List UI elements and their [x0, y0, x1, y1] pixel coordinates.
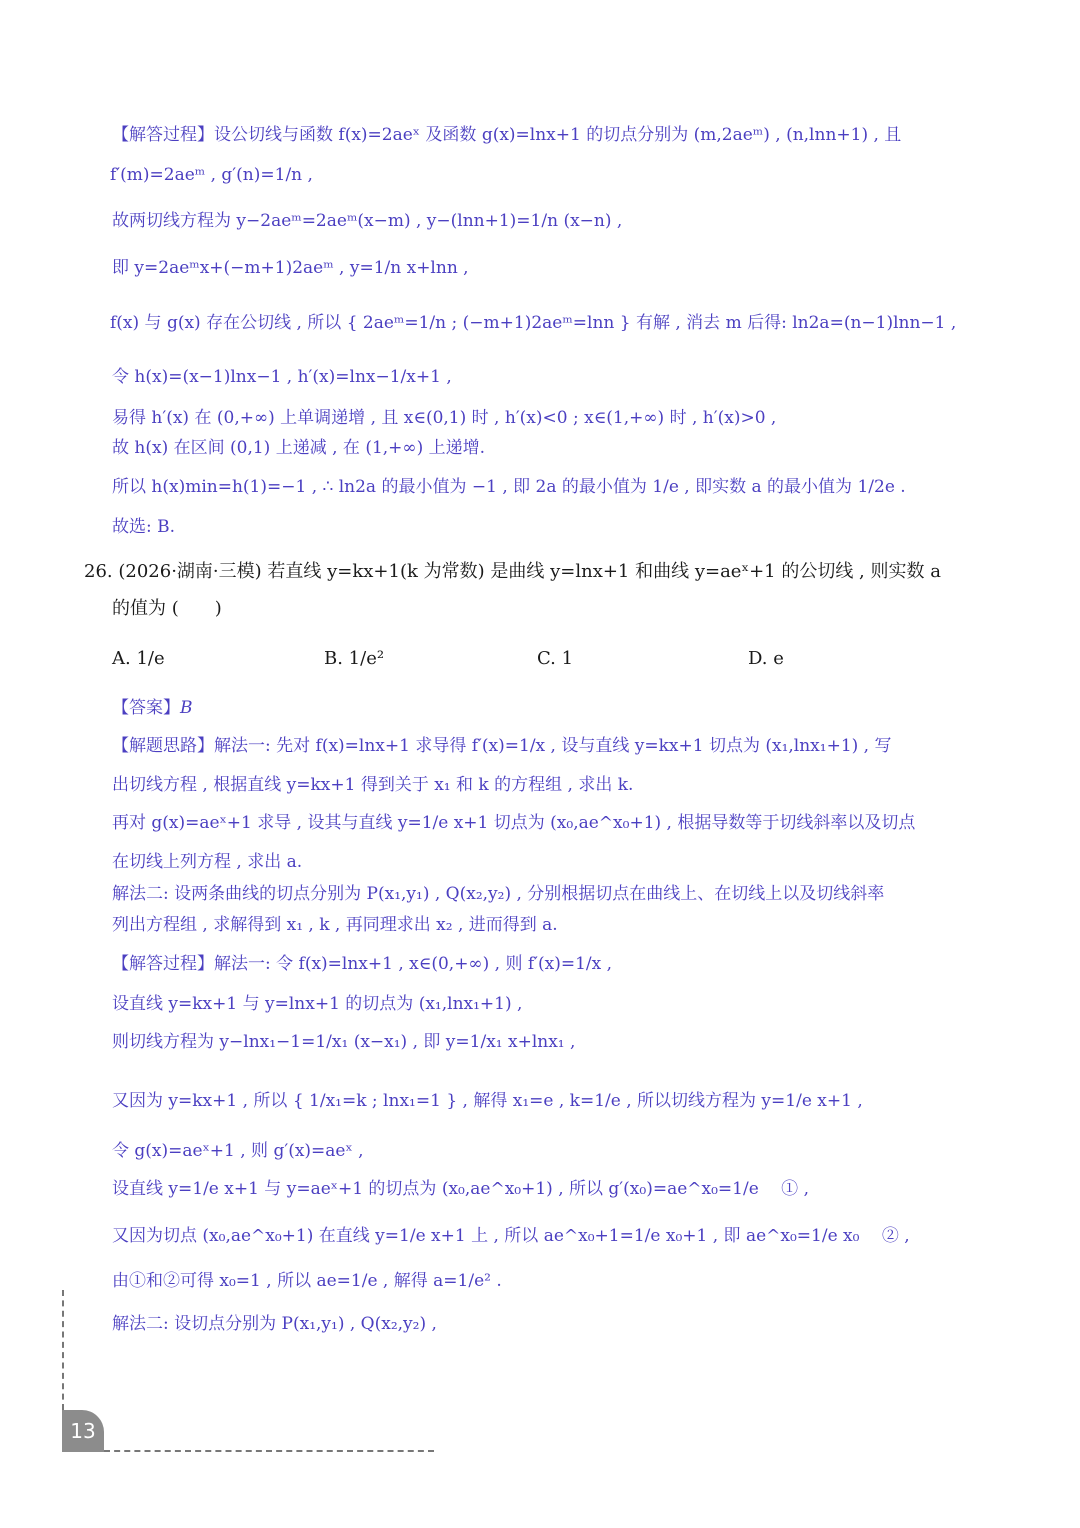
- process-label: 【解答过程】: [112, 954, 214, 974]
- answer-line: [112, 697, 193, 719]
- prev-solution-line-3: 故两切线方程为 y−2aeᵐ=2aeᵐ(x−m) , y−(lnn+1)=1/n (x−n) ,: [112, 211, 623, 231]
- process-line-8: 由①和②可得 x₀=1 , 所以 ae=1/e , 解得 a=1/e² .: [112, 1271, 502, 1291]
- prev-solution-line-4: 即 y=2aeᵐx+(−m+1)2aeᵐ , y=1/n x+lnn ,: [112, 258, 469, 278]
- process-line-4: 又因为 y=kx+1 , 所以 { 1/x₁=k ; lnx₁=1 } , 解得 x₁=e , k=1/e , 所以切线方程为 y=1/e x+1 ,: [112, 1091, 863, 1111]
- process-line-3: 则切线方程为 y−lnx₁−1=1/x₁ (x−x₁) , 即 y=1/x₁ x+lnx₁ ,: [112, 1032, 576, 1052]
- answer-label: 【答案】: [112, 698, 180, 718]
- option-d: D. e: [748, 648, 784, 669]
- page-corner-horizontal-rule: [104, 1450, 434, 1452]
- question-stem-line-2: 的值为 ( ): [112, 598, 222, 619]
- prev-solution-line-8: 故 h(x) 在区间 (0,1) 上递减 , 在 (1,+∞) 上递增.: [112, 438, 486, 458]
- option-a: A. 1/e: [112, 648, 165, 669]
- prev-solution-line-7: 易得 h′(x) 在 (0,+∞) 上单调递增 , 且 x∈(0,1) 时 , h′(x)<0 ; x∈(1,+∞) 时 , h′(x)>0 ,: [112, 408, 777, 428]
- page-number: 13: [62, 1410, 104, 1452]
- page-corner-vertical-rule: [62, 1290, 64, 1410]
- prev-solution-line-2: f′(m)=2aeᵐ , g′(n)=1/n ,: [110, 165, 313, 185]
- thinking-label: 【解题思路】: [112, 736, 214, 756]
- thinking-line-6: 列出方程组 , 求解得到 x₁ , k , 再同理求出 x₂ , 进而得到 a.: [112, 915, 558, 935]
- prev-solution-line-10: 故选: B.: [112, 517, 176, 537]
- question-stem-line-1: 26. (2026·湖南·三模) 若直线 y=kx+1(k 为常数) 是曲线 y=lnx+1 和曲线 y=aeˣ+1 的公切线 , 则实数 a: [84, 561, 941, 582]
- process-line-5: 令 g(x)=aeˣ+1 , 则 g′(x)=aeˣ ,: [112, 1141, 364, 1161]
- thinking-line-1: 【解题思路】解法一: 先对 f(x)=lnx+1 求导得 f′(x)=1/x , 设与直线 y=kx+1 切点为 (x₁,lnx₁+1) , 写: [112, 736, 892, 756]
- question-source: (2026·湖南·三模): [118, 561, 262, 582]
- process-label: 【解答过程】: [112, 125, 214, 145]
- prev-solution-line-6: 令 h(x)=(x−1)lnx−1 , h′(x)=lnx−1/x+1 ,: [112, 367, 452, 387]
- process-line-1: 【解答过程】解法一: 令 f(x)=lnx+1 , x∈(0,+∞) , 则 f′(x)=1/x ,: [112, 954, 613, 974]
- thinking-line-4: 在切线上列方程 , 求出 a.: [112, 852, 303, 872]
- thinking-line-2: 出切线方程 , 根据直线 y=kx+1 得到关于 x₁ 和 k 的方程组 , 求出 k.: [112, 775, 634, 795]
- option-c: C. 1: [537, 648, 574, 669]
- option-b: B. 1/e²: [324, 648, 385, 669]
- thinking-line-3: 再对 g(x)=aeˣ+1 求导 , 设其与直线 y=1/e x+1 切点为 (x₀,ae^x₀+1) , 根据导数等于切线斜率以及切点: [112, 813, 916, 833]
- thinking-line-5: 解法二: 设两条曲线的切点分别为 P(x₁,y₁) , Q(x₂,y₂) , 分别根据切点在曲线上、在切线上以及切线斜率: [112, 884, 885, 904]
- process-line-7: 又因为切点 (x₀,ae^x₀+1) 在直线 y=1/e x+1 上 , 所以 ae^x₀+1=1/e x₀+1 , 即 ae^x₀=1/e x₀ ② ,: [112, 1226, 910, 1246]
- process-line-2: 设直线 y=kx+1 与 y=lnx+1 的切点为 (x₁,lnx₁+1) ,: [112, 994, 523, 1014]
- answer-value: B: [180, 698, 193, 718]
- prev-solution-line-9: 所以 h(x)min=h(1)=−1 , ∴ ln2a 的最小值为 −1 , 即 2a 的最小值为 1/e , 即实数 a 的最小值为 1/2e .: [112, 477, 906, 497]
- question-number: 26.: [84, 561, 113, 582]
- prev-solution-line-5: f(x) 与 g(x) 存在公切线 , 所以 { 2aeᵐ=1/n ; (−m+1)2aeᵐ=lnn } 有解 , 消去 m 后得: ln2a=(n−1)lnn−1 ,: [110, 313, 957, 333]
- prev-solution-line-1: 【解答过程】设公切线与函数 f(x)=2aeˣ 及函数 g(x)=lnx+1 的切点分别为 (m,2aeᵐ) , (n,lnn+1) , 且: [112, 125, 902, 145]
- process-line-9: 解法二: 设切点分别为 P(x₁,y₁) , Q(x₂,y₂) ,: [112, 1314, 437, 1334]
- process-line-6: 设直线 y=1/e x+1 与 y=aeˣ+1 的切点为 (x₀,ae^x₀+1) , 所以 g′(x₀)=ae^x₀=1/e ① ,: [112, 1179, 809, 1199]
